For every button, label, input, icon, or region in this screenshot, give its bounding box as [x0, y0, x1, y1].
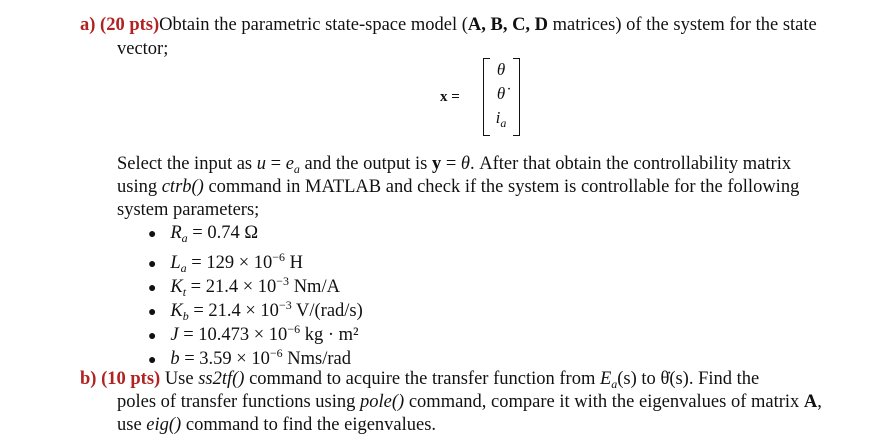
part-b-points: (10 pts) — [101, 369, 161, 389]
part-b-line3: use eig() command to find the eigenvalues. — [117, 415, 437, 435]
parameter-La: ● $L_a = 129 \times 10^{-6}$ H — [148, 250, 304, 275]
part-a-matrices: A, B, C, D — [467, 15, 549, 35]
part-b-line1: b) (10 pts) Use ss2tf() command to acquire the transfer function from $E_a(s)$ to θ̇(s). Find the — [80, 369, 760, 391]
part-a-text-cont: matrices) of the system for the state — [548, 15, 817, 35]
state-vector-lhs: x = — [440, 89, 460, 105]
vector-entry-theta: θ — [496, 60, 506, 79]
part-a-text: Obtain the parametric state-space model ( — [159, 15, 468, 35]
part-a-points: (20 pts) — [100, 15, 160, 35]
paragraph-line2: using ctrb() command in MATLAB and check if the system is controllable for the following — [117, 177, 800, 197]
parameter-J: ● $J = 10.473 \times 10^{-6}$ kg · m² — [148, 322, 359, 345]
paragraph-line3: system parameters; — [117, 200, 260, 220]
vector-entry-current: $i_a$ — [495, 108, 507, 130]
parameter-b: ● $b = 3.59 \times 10^{-6}$ Nms/rad — [148, 346, 351, 369]
right-bracket — [513, 58, 520, 136]
paragraph-line1: Select the input as $u = e_a$ and the output is y = θ. After that obtain the controllability matrix — [117, 154, 792, 176]
part-b-line2: poles of transfer functions using pole() command, compare it with the eigenvalues of matrix A, — [117, 392, 822, 412]
part-a-line1 — [80, 14, 817, 36]
vector-entry-theta-dot: θ̇ — [496, 84, 506, 103]
parameter-Kb: ● $K_b = 21.4 \times 10^{-3}$ V/(rad/s) — [148, 298, 363, 323]
parameter-Ra: ● $R_a = 0.74$ Ω — [148, 223, 259, 245]
part-a-label: a) — [80, 15, 96, 35]
part-a-line2: vector; — [117, 39, 169, 59]
parameter-Kt: ● $K_t = 21.4 \times 10^{-3}$ Nm/A — [148, 274, 340, 299]
part-b-label: b) — [80, 369, 97, 389]
